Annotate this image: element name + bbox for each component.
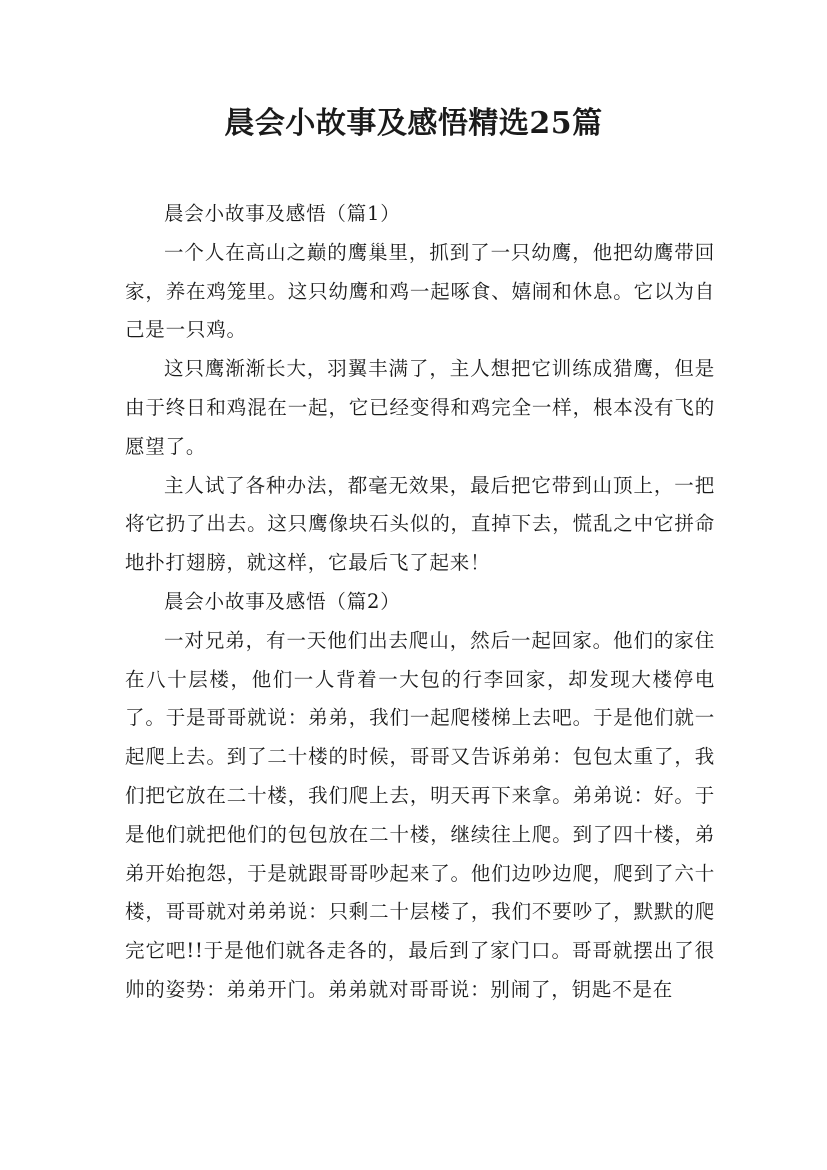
paragraph-2-1: 一对兄弟，有一天他们出去爬山，然后一起回家。他们的家住在八十层楼，他们一人背着一大包的行李回家，却发现大楼停电了。于是哥哥就说：弟弟，我们一起爬楼梯上去吧。于是他们就一起爬上去。到了二十楼的时候，哥哥又告诉弟弟：包包太重了，我们把它放在二十楼，我们爬上去，明天再下来拿。弟弟说：好。于是他们就把他们的包包放在二十楼，继续往上爬。到了四十楼，弟弟开始抱怨，于是就跟哥哥吵起来了。他们边吵边爬，爬到了六十楼，哥哥就对弟弟说：只剩二十层楼了，我们不要吵了，默默的爬完它吧!!于是他们就各走各的，最后到了家门口。哥哥就摆出了很帅的姿势：弟弟开门。弟弟就对哥哥说：别闹了，钥匙不是在 bbox=[125, 628, 715, 1001]
document-title: 晨会小故事及感悟精选25篇 bbox=[224, 106, 603, 141]
document-body bbox=[125, 195, 715, 1010]
paragraph-1-1: 一个人在高山之巅的鹰巢里，抓到了一只幼鹰，他把幼鹰带回家，养在鸡笼里。这只幼鹰和鸡一起啄食、嬉闹和休息。它以为自己是一只鸡。 bbox=[125, 240, 715, 342]
section-heading-2: 晨会小故事及感悟（篇2） bbox=[164, 589, 401, 613]
section-heading-1: 晨会小故事及感悟（篇1） bbox=[164, 202, 401, 225]
paragraph-1-3: 主人试了各种办法，都毫无效果，最后把它带到山顶上，一把将它扔了出去。这只鹰像块石头似的，直掉下去，慌乱之中它拼命地扑打翅膀，就这样，它最后飞了起来！ bbox=[125, 473, 715, 575]
paragraph-1-2: 这只鹰渐渐长大，羽翼丰满了，主人想把它训练成猎鹰，但是由于终日和鸡混在一起，它已经变得和鸡完全一样，根本没有飞的愿望了。 bbox=[125, 357, 715, 458]
